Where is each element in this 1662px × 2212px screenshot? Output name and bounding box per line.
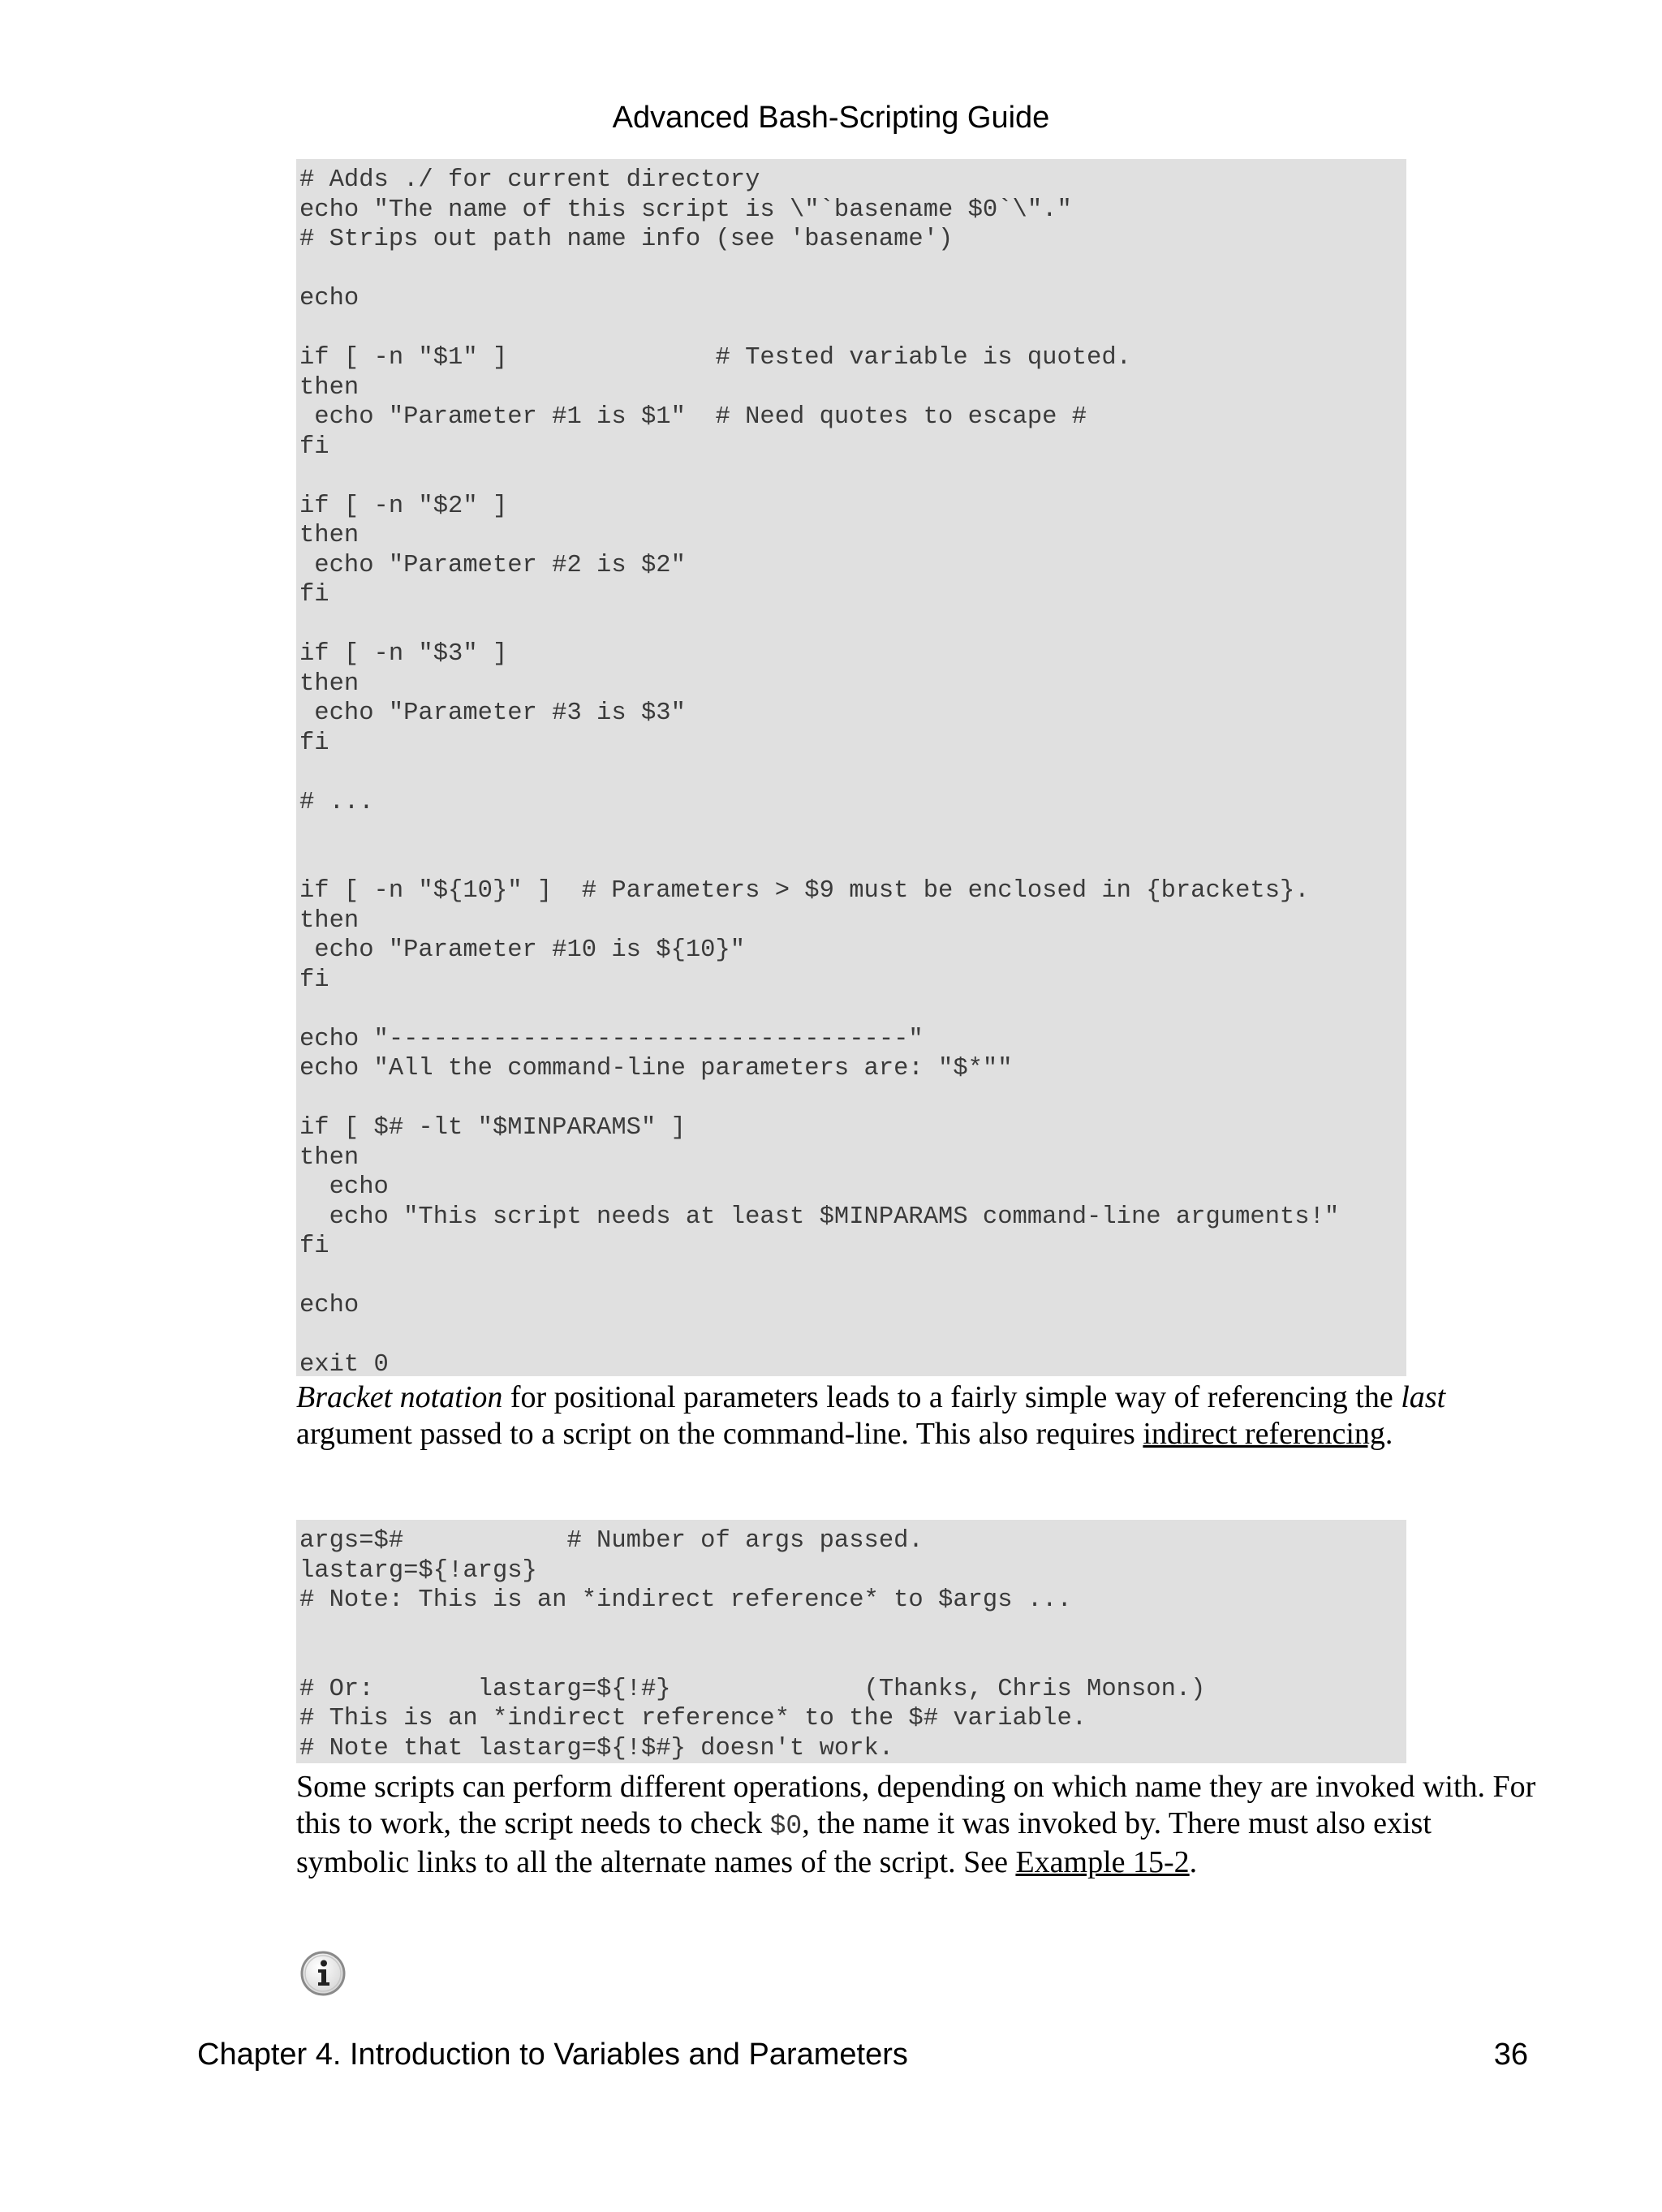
link-indirect-referencing[interactable]: indirect referencing [1143,1417,1385,1451]
code-line: echo "All the command-line parameters are: "$*"" [299,1055,1013,1082]
paragraph-text: argument passed to a script on the command-line. This also requires [296,1417,1143,1451]
term-bracket-notation: Bracket notation [296,1380,503,1414]
code-line: echo "Parameter #2 is $2" [299,551,686,579]
code-line: if [ $# -lt "$MINPARAMS" ] [299,1114,686,1142]
document-title: Advanced Bash-Scripting Guide [612,101,1050,135]
paragraph-text: Some scripts can perform different operations, depending on which name they are invoked with. For this to work, the script needs to check [296,1770,1536,1840]
code-block-positional-params [296,159,1406,1379]
paragraph-text: , the name it was invoked by. There must also exist symbolic links to all the alternate names of the script. See [296,1806,1432,1879]
code-line: fi [299,433,329,461]
code-line: fi [299,1233,329,1260]
code-line: echo "-----------------------------------" [299,1025,924,1053]
paragraph-text: for positional parameters leads to a fairly simple way of referencing the [502,1380,1402,1414]
code-line: if [ -n "${10}" ] # Parameters > $9 must be enclosed in {brackets}. [299,877,1310,905]
paragraph-text: . [1384,1417,1393,1451]
inline-code: $0 [769,1811,803,1841]
page-header [0,99,1662,136]
code-line: echo "Parameter #3 is $3" [299,699,686,727]
code-line: fi [299,729,329,757]
paragraph-bracket-notation [296,1379,1546,1452]
paragraph-text: . [1189,1845,1198,1879]
code-line: # ... [299,788,374,816]
code-line: echo [299,285,360,312]
code-line: fi [299,581,329,609]
code-line: if [ -n "$2" ] [299,492,508,520]
paragraph-invoked-name [296,1769,1546,1881]
code-line: # Adds ./ for current directory [299,166,760,194]
code-line: # Strips out path name info (see 'basename') [299,226,954,253]
code-line: echo "This script needs at least $MINPARAMS command-line arguments!" [299,1203,1340,1231]
code-line: echo [299,1173,389,1201]
code-line: echo "The name of this script is \"`basename $0`\"." [299,196,1072,224]
code-line: # Note that lastarg=${!$#} doesn't work. [299,1734,894,1762]
page-number: 36 [1493,2038,1528,2072]
code-line: then [299,522,360,549]
code-block-last-arg [296,1520,1406,1763]
code-listing [299,166,1403,1380]
code-line: then [299,669,360,698]
code-line: then [299,373,360,402]
code-listing [299,1526,1403,1763]
code-line: fi [299,966,329,994]
code-line: # Or: lastarg=${!#} (Thanks, Chris Monson.) [299,1675,1206,1703]
code-line: # Note: This is an *indirect reference* to $args ... [299,1586,1072,1614]
code-line: then [299,1143,360,1172]
code-line: echo "Parameter #1 is $1" # Need quotes to escape # [299,403,1087,431]
emphasis-last: last [1401,1380,1446,1414]
code-line: echo [299,1292,360,1319]
code-line: args=$# # Number of args passed. [299,1527,924,1555]
chapter-title: Chapter 4. Introduction to Variables and Parameters [197,2038,908,2072]
info-icon [299,1950,347,1997]
code-line: then [299,906,360,935]
code-line: lastarg=${!args} [299,1556,537,1585]
code-line: if [ -n "$1" ] # Tested variable is quoted. [299,344,1131,372]
code-line: if [ -n "$3" ] [299,640,508,668]
link-example-15-2[interactable]: Example 15-2 [1015,1845,1190,1879]
code-line: echo "Parameter #10 is ${10}" [299,936,746,964]
code-line: # This is an *indirect reference* to the $# variable. [299,1705,1087,1732]
code-line: exit 0 [299,1351,389,1379]
